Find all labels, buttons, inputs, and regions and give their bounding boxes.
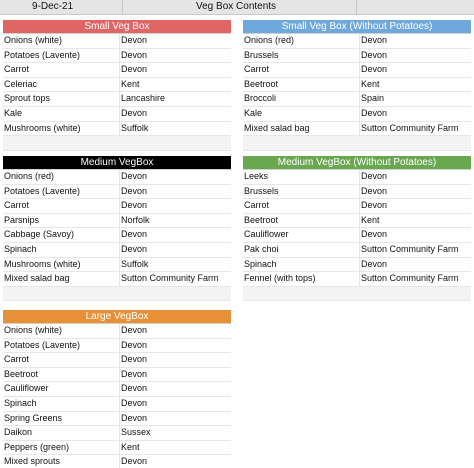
veg-row <box>3 426 231 441</box>
veg-origin: Sutton Community Farm <box>121 273 219 284</box>
veg-name: Celeriac <box>4 78 38 89</box>
veg-row <box>243 92 471 107</box>
column-divider <box>359 63 360 77</box>
column-divider <box>119 78 120 92</box>
veg-row <box>243 243 471 258</box>
veg-row <box>243 34 471 49</box>
veg-row <box>3 324 231 339</box>
large-veg-box <box>3 310 231 468</box>
veg-name: Spinach <box>4 243 37 254</box>
column-divider <box>119 397 120 411</box>
veg-origin: Devon <box>121 229 148 240</box>
column-divider <box>119 272 120 286</box>
veg-name: Cauliflower <box>4 383 49 394</box>
veg-origin: Devon <box>121 383 148 394</box>
sheet-header-row <box>0 0 474 15</box>
veg-origin: Kent <box>361 214 380 225</box>
veg-origin: Devon <box>121 243 148 254</box>
column-divider <box>359 49 360 63</box>
column-divider <box>359 34 360 48</box>
sheet-title: Veg Box Contents <box>196 1 277 12</box>
column-divider <box>119 324 120 338</box>
veg-row <box>3 243 231 258</box>
header-divider <box>356 0 357 14</box>
column-divider <box>119 214 120 228</box>
veg-origin: Devon <box>361 35 388 45</box>
box-title: Small Veg Box (Without Potatoes) <box>243 20 471 34</box>
veg-origin: Devon <box>121 49 148 60</box>
veg-name: Mixed sprouts <box>4 456 61 467</box>
veg-origin: Suffolk <box>121 258 149 269</box>
veg-name: Kale <box>4 107 23 118</box>
veg-row <box>3 412 231 427</box>
veg-name: Mushrooms (white) <box>4 122 81 133</box>
veg-name: Leeks <box>244 171 269 181</box>
veg-row <box>3 122 231 137</box>
veg-origin: Lancashire <box>121 93 166 104</box>
veg-name: Pak choi <box>244 243 279 254</box>
column-divider <box>119 258 120 272</box>
veg-row <box>3 441 231 456</box>
veg-name: Cabbage (Savoy) <box>4 229 75 240</box>
veg-origin: Devon <box>361 200 388 211</box>
veg-name: Mixed salad bag <box>244 122 310 133</box>
empty-row <box>3 287 231 302</box>
veg-name: Sprout tops <box>4 93 51 104</box>
column-divider <box>359 78 360 92</box>
veg-row <box>243 49 471 64</box>
column-divider <box>119 382 120 396</box>
column-divider <box>359 92 360 106</box>
veg-origin: Devon <box>121 397 148 408</box>
column-divider <box>359 272 360 286</box>
veg-row <box>243 214 471 229</box>
box-title: Large VegBox <box>3 310 231 324</box>
veg-name: Carrot <box>244 200 270 211</box>
veg-row <box>243 272 471 287</box>
veg-row <box>3 199 231 214</box>
small-veg-box <box>3 20 231 151</box>
veg-origin: Devon <box>361 229 388 240</box>
veg-name: Carrot <box>4 354 30 365</box>
veg-origin: Devon <box>121 107 148 118</box>
column-divider <box>119 339 120 353</box>
veg-origin: Kent <box>361 78 380 89</box>
veg-origin: Devon <box>121 185 148 196</box>
column-divider <box>119 441 120 455</box>
veg-name: Carrot <box>4 200 30 211</box>
veg-name: Mixed salad bag <box>4 273 70 284</box>
box-title: Medium VegBox (Without Potatoes) <box>243 156 471 170</box>
veg-row <box>3 92 231 107</box>
veg-origin: Sussex <box>121 427 151 438</box>
veg-row <box>243 122 471 137</box>
column-divider <box>119 170 120 184</box>
veg-row <box>3 185 231 200</box>
veg-row <box>243 78 471 93</box>
veg-origin: Devon <box>361 171 388 181</box>
veg-origin: Kent <box>121 441 140 452</box>
veg-origin: Devon <box>121 325 148 335</box>
veg-origin: Devon <box>121 35 148 45</box>
veg-origin: Devon <box>361 64 388 75</box>
medium-veg-box <box>3 156 231 301</box>
column-divider <box>119 243 120 257</box>
veg-name: Onions (red) <box>4 171 55 181</box>
veg-row <box>3 272 231 287</box>
empty-row <box>3 136 231 151</box>
veg-name: Carrot <box>4 64 30 75</box>
veg-name: Potatoes (Lavente) <box>4 185 81 196</box>
veg-origin: Devon <box>121 412 148 423</box>
veg-name: Daikon <box>4 427 33 438</box>
veg-row <box>3 78 231 93</box>
veg-name: Potatoes (Lavente) <box>4 339 81 350</box>
column-divider <box>119 455 120 468</box>
column-divider <box>359 214 360 228</box>
veg-name: Onions (red) <box>244 35 295 45</box>
empty-row <box>243 287 471 302</box>
veg-name: Carrot <box>244 64 270 75</box>
veg-name: Parsnips <box>4 214 40 225</box>
column-divider <box>119 92 120 106</box>
column-divider <box>119 49 120 63</box>
veg-origin: Sutton Community Farm <box>361 243 459 254</box>
veg-name: Spring Greens <box>4 412 63 423</box>
veg-row <box>3 353 231 368</box>
veg-origin: Sutton Community Farm <box>361 273 459 284</box>
column-divider <box>359 243 360 257</box>
header-divider <box>122 0 123 14</box>
veg-origin: Suffolk <box>121 122 149 133</box>
veg-row <box>243 107 471 122</box>
veg-name: Cauliflower <box>244 229 289 240</box>
veg-row <box>3 258 231 273</box>
veg-origin: Devon <box>121 171 148 181</box>
veg-row <box>243 185 471 200</box>
veg-row <box>3 63 231 78</box>
veg-row <box>3 368 231 383</box>
veg-origin: Sutton Community Farm <box>361 122 459 133</box>
veg-row <box>243 228 471 243</box>
veg-name: Spinach <box>244 258 277 269</box>
veg-origin: Devon <box>361 258 388 269</box>
veg-row <box>3 397 231 412</box>
veg-name: Mushrooms (white) <box>4 258 81 269</box>
box-title: Medium VegBox <box>3 156 231 170</box>
veg-row <box>3 34 231 49</box>
veg-row <box>3 228 231 243</box>
veg-row <box>3 107 231 122</box>
column-divider <box>359 199 360 213</box>
veg-name: Potatoes (Lavente) <box>4 49 81 60</box>
veg-name: Onions (white) <box>4 325 63 335</box>
veg-origin: Devon <box>121 64 148 75</box>
veg-name: Peppers (green) <box>4 441 70 452</box>
column-divider <box>119 185 120 199</box>
veg-origin: Devon <box>121 200 148 211</box>
veg-row <box>243 63 471 78</box>
box-title: Small Veg Box <box>3 20 231 34</box>
empty-row <box>243 136 471 151</box>
column-divider <box>119 368 120 382</box>
veg-row <box>243 258 471 273</box>
column-divider <box>359 185 360 199</box>
veg-origin: Devon <box>121 339 148 350</box>
veg-row <box>3 455 231 468</box>
veg-name: Spinach <box>4 397 37 408</box>
veg-origin: Devon <box>121 354 148 365</box>
medium-veg-box-without-potatoes <box>243 156 471 301</box>
veg-name: Brussels <box>244 49 279 60</box>
small-veg-box-without-potatoes <box>243 20 471 151</box>
veg-name: Kale <box>244 107 263 118</box>
veg-origin: Devon <box>361 185 388 196</box>
veg-origin: Spain <box>361 93 385 104</box>
veg-origin: Devon <box>361 107 388 118</box>
column-divider <box>119 426 120 440</box>
veg-origin: Kent <box>121 78 140 89</box>
veg-name: Beetroot <box>244 214 279 225</box>
veg-row <box>3 339 231 354</box>
column-divider <box>359 258 360 272</box>
veg-origin: Norfolk <box>121 214 150 225</box>
column-divider <box>359 107 360 121</box>
column-divider <box>119 122 120 136</box>
column-divider <box>119 228 120 242</box>
veg-name: Fennel (with tops) <box>244 273 316 284</box>
veg-row <box>3 214 231 229</box>
veg-origin: Devon <box>121 456 148 467</box>
column-divider <box>119 34 120 48</box>
column-divider <box>359 228 360 242</box>
column-divider <box>119 353 120 367</box>
veg-name: Beetroot <box>4 368 39 379</box>
veg-row <box>243 199 471 214</box>
veg-row <box>3 49 231 64</box>
veg-origin: Devon <box>361 49 388 60</box>
veg-row <box>3 382 231 397</box>
veg-origin: Devon <box>121 368 148 379</box>
veg-row <box>3 170 231 185</box>
veg-name: Onions (white) <box>4 35 63 45</box>
column-divider <box>119 63 120 77</box>
column-divider <box>359 170 360 184</box>
box-date: 9-Dec-21 <box>32 1 74 12</box>
column-divider <box>359 122 360 136</box>
column-divider <box>119 199 120 213</box>
veg-name: Brussels <box>244 185 279 196</box>
veg-name: Broccoli <box>244 93 277 104</box>
veg-name: Beetroot <box>244 78 279 89</box>
column-divider <box>119 107 120 121</box>
veg-row <box>243 170 471 185</box>
column-divider <box>119 412 120 426</box>
